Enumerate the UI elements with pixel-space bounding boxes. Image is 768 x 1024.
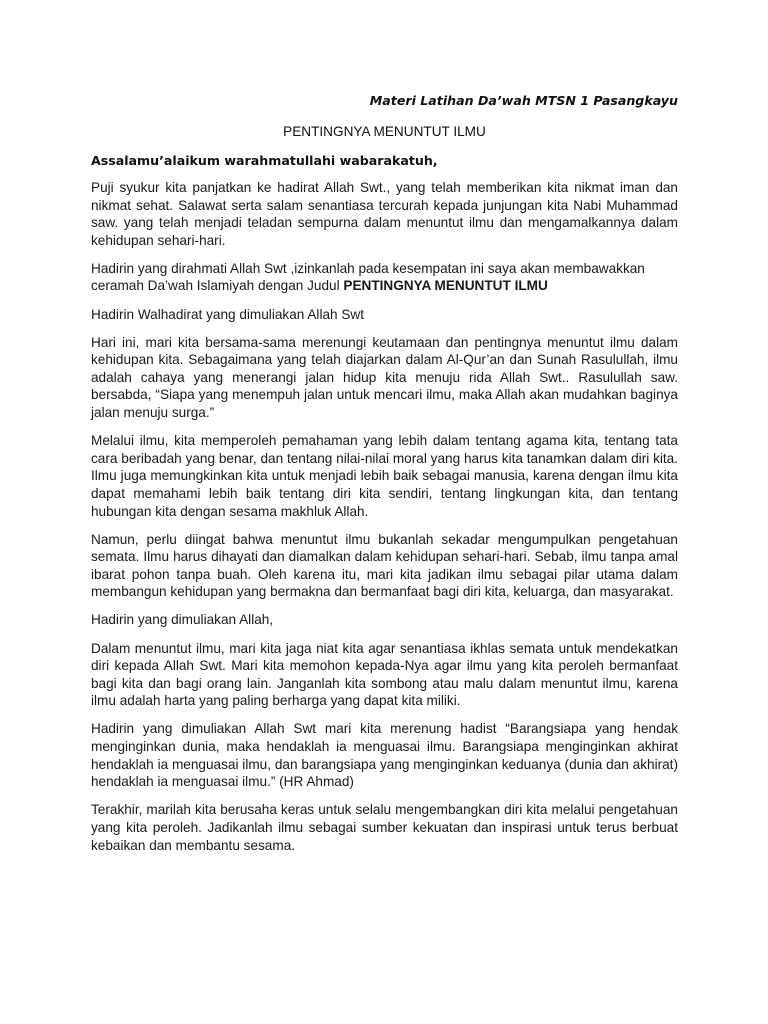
paragraph-introduction bbox=[91, 260, 678, 295]
paragraph-introduction-title: PENTINGNYA MENUNTUT ILMU bbox=[343, 278, 548, 294]
paragraph-body-4: Dalam menuntut ilmu, mari kita jaga niat kita agar senantiasa ikhlas semata untuk mendekatkan diri kepada Allah Swt. Mari kita memohon kepada-Nya agar ilmu yang kita peroleh bermanfaat bagi kita dan bagi orang lain. Janganlah kita sombong atau malu dalam menuntut ilmu, karena ilmu adalah harta yang paling berharga yang dapat kita miliki. bbox=[91, 640, 678, 709]
paragraph-opening: Puji syukur kita panjatkan ke hadirat Allah Swt., yang telah memberikan kita nikmat iman dan nikmat sehat. Salawat serta salam senantiasa tercurah kepada junjungan kita Nabi Muhammad saw. yang telah menjadi teladan sempurna dalam menuntut ilmu dan mengamalkannya dalam kehidupan sehari-hari. bbox=[91, 180, 678, 248]
greeting: Assalamu’alaikum warahmatullahi wabarakatuh, bbox=[91, 153, 438, 168]
paragraph-hadith: Hadirin yang dimuliakan Allah Swt mari kita merenung hadist “Barangsiapa yang hendak menginginkan dunia, maka hendaklah ia menguasai ilmu. Barangsiapa menginginkan akhirat hendaklah ia menguasai ilmu, dan barangsiapa yang menginginkan keduanya (dunia dan akhirat) hendaklah ia menguasai ilmu.” (HR Ahmad) bbox=[91, 721, 678, 790]
document-body bbox=[91, 92, 678, 865]
paragraph-body-2: Melalui ilmu, kita memperoleh pemahaman yang lebih dalam tentang agama kita, tentang tata cara beribadah yang benar, dan tentang nilai-nilai moral yang harus kita tanamkan dalam diri kita. Ilmu juga memungkinkan kita untuk menjadi lebih baik sebagai manusia, karena dengan ilmu kita dapat memahami lebih baik tentang diri kita sendiri, tentang lingkungan kita, dan tentang hubungan kita dengan sesama makhluk Allah. bbox=[91, 433, 678, 519]
paragraph-closing: Terakhir, marilah kita berusaha keras untuk selalu mengembangkan diri kita melalui pengetahuan yang kita peroleh. Jadikanlah ilmu sebagai sumber kekuatan dan inspirasi untuk terus berbuat kebaikan dan membantu sesama. bbox=[91, 802, 678, 853]
paragraph-address-1: Hadirin Walhadirat yang dimuliakan Allah Swt bbox=[91, 306, 365, 322]
paragraph-body-3: Namun, perlu diingat bahwa menuntut ilmu bukanlah sekadar mengumpulkan pengetahuan semata. Ilmu harus dihayati dan diamalkan dalam kehidupan sehari-hari. Sebab, ilmu tanpa amal ibarat pohon tanpa buah. Oleh karena itu, mari kita jadikan ilmu sebagai pilar utama dalam membangun kehidupan yang bermakna dan bermanfaat bagi diri kita, keluarga, dan masyarakat. bbox=[91, 531, 678, 600]
header-note: Materi Latihan Da’wah MTSN 1 Pasangkayu bbox=[369, 93, 678, 108]
paragraph-introduction-text: Hadirin yang dirahmati Allah Swt ,izinkanlah pada kesempatan ini saya akan membawakkan ceramah Da’wah Islamiyah dengan Judul bbox=[91, 260, 645, 294]
document-title: PENTINGNYA MENUNTUT ILMU bbox=[283, 124, 486, 139]
paragraph-body-1: Hari ini, mari kita bersama-sama merenungi keutamaan dan pentingnya menuntut ilmu dalam kehidupan kita. Sebagaimana yang telah diajarkan dalam Al-Qur’an dan Sunah Rasulullah, ilmu adalah cahaya yang menerangi jalan hidup kita menuju rida Allah Swt.. Rasulullah saw. bersabda, “Siapa yang menempuh jalan untuk mencari ilmu, maka Allah akan mudahkan baginya jalan menuju surga.” bbox=[91, 334, 678, 421]
paragraph-address-2: Hadirin yang dimuliakan Allah, bbox=[91, 612, 274, 628]
